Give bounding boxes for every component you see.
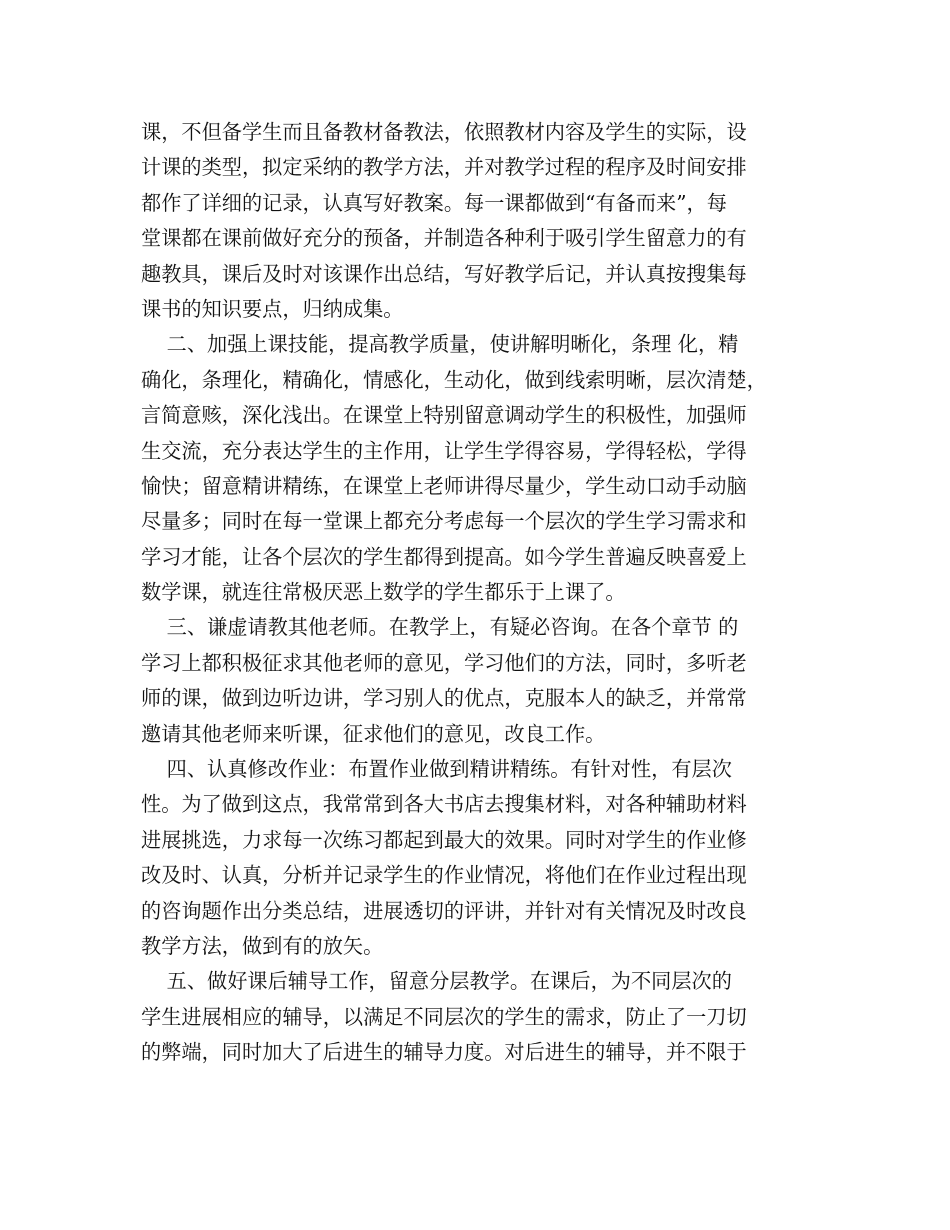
text-line: 数学课，就连往常极厌恶上数学的学生都乐于上课了。 bbox=[141, 580, 626, 605]
document-body bbox=[141, 115, 821, 1071]
text-line: 堂课都在课前做好充分的预备，并制造各种利于吸引学生留意力的有 bbox=[141, 226, 747, 251]
text-line: 趣教具，课后及时对该课作出总结，写好教学后记，并认真按搜集每 bbox=[141, 261, 747, 286]
text-line: 邀请其他老师来听课，征求他们的意见，改良工作。 bbox=[141, 721, 606, 746]
text-line: 尽量多；同时在每一堂课上都充分考虑每一个层次的学生学习需求和 bbox=[141, 509, 747, 534]
text-line: 学习才能，让各个层次的学生都得到提高。如今学生普遍反映喜爱上 bbox=[141, 544, 747, 569]
text-line: 都作了详细的记录，认真写好教案。每一课都做到“有备而来”，每 bbox=[141, 190, 727, 215]
text-line: 教学方法，做到有的放矢。 bbox=[141, 933, 384, 958]
text-line: 改及时、认真，分析并记录学生的作业情况，将他们在作业过程出现 bbox=[141, 863, 747, 888]
text-line: 计课的类型，拟定采纳的教学方法，并对教学过程的程序及时间安排 bbox=[141, 155, 747, 180]
text-line: 的弊端，同时加大了后进生的辅导力度。对后进生的辅导，并不限于 bbox=[141, 1040, 747, 1065]
text-line: 性。为了做到这点，我常常到各大书店去搜集材料，对各种辅助材料 bbox=[141, 792, 747, 817]
text-line: 言简意赅，深化浅出。在课堂上特别留意调动学生的积极性，加强师 bbox=[141, 403, 747, 428]
text-line: 学习上都积极征求其他老师的意见，学习他们的方法，同时，多听老 bbox=[141, 650, 747, 675]
text-line: 愉快；留意精讲精练，在课堂上老师讲得尽量少，学生动口动手动脑 bbox=[141, 473, 747, 498]
text-line: 的咨询题作出分类总结，进展透切的评讲，并针对有关情况及时改良 bbox=[141, 898, 747, 923]
text-line: 师的课，做到边听边讲，学习别人的优点，克服本人的缺乏，并常常 bbox=[141, 686, 747, 711]
text-line: 课书的知识要点，归纳成集。 bbox=[141, 296, 404, 321]
text-line: 三、谦虚请教其他老师。在教学上，有疑必咨询。在各个章节 的 bbox=[141, 615, 739, 640]
text-line: 确化，条理化，精确化，情感化，生动化，做到线索明晰，层次清楚， bbox=[141, 367, 767, 392]
text-line: 进展挑选，力求每一次练习都起到最大的效果。同时对学生的作业修 bbox=[141, 827, 747, 852]
text-line: 学生进展相应的辅导，以满足不同层次的学生的需求，防止了一刀切 bbox=[141, 1004, 747, 1029]
text-line: 课，不但备学生而且备教材备教法，依照教材内容及学生的实际，设 bbox=[141, 120, 747, 144]
text-line: 五、做好课后辅导工作，留意分层教学。在课后，为不同层次的 bbox=[141, 969, 732, 994]
text-line: 四、认真修改作业：布置作业做到精讲精练。有针对性，有层次 bbox=[141, 757, 732, 782]
text-line: 二、加强上课技能，提高教学质量，使讲解明晰化，条理 化，精 bbox=[141, 332, 739, 357]
text-line: 生交流，充分表达学生的主作用，让学生学得容易，学得轻松，学得 bbox=[141, 438, 747, 463]
